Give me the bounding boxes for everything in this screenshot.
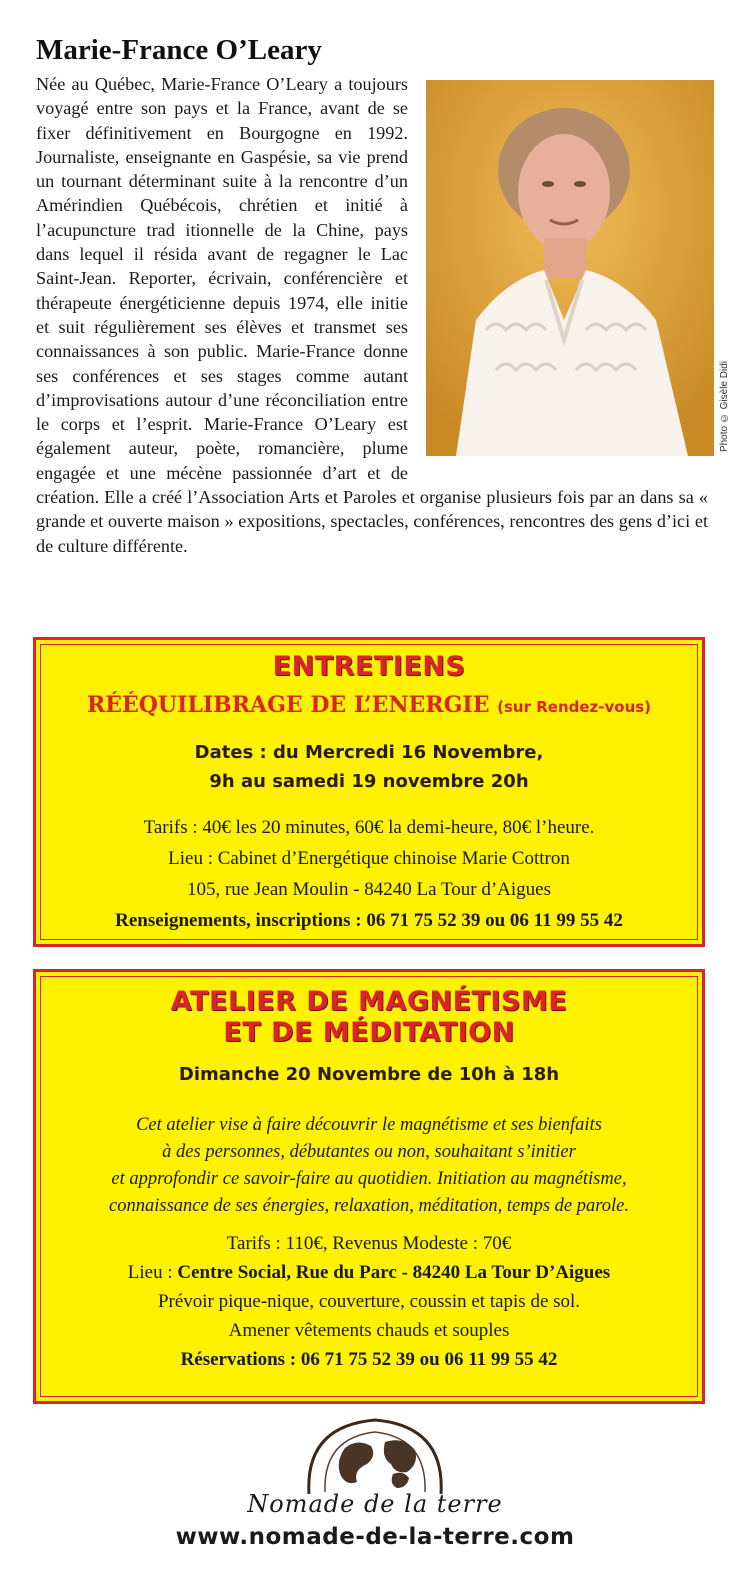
atelier-details	[36, 1230, 702, 1373]
atelier-date: Dimanche 20 Novembre de 10h à 18h	[178, 1064, 560, 1085]
atelier-desc-line1: Cet atelier vise à faire découvrir le magnétisme et ses bienfaits	[136, 1115, 602, 1135]
bio-name: Marie-France O’Leary	[36, 34, 322, 66]
entretiens-dates	[36, 738, 702, 796]
atelier-desc-line4: connaissance de ses énergies, relaxation, méditation, temps de parole.	[109, 1196, 629, 1216]
entretiens-renseignements: Renseignements, inscriptions : 06 71 75 52 39 ou 06 11 99 55 42	[115, 910, 623, 931]
entretiens-subtitle-note: (sur Rendez-vous)	[497, 698, 652, 716]
website-url[interactable]: www.nomade-de-la-terre.com	[175, 1524, 575, 1550]
atelier-reservations: Réservations : 06 71 75 52 39 ou 06 11 99 55 42	[180, 1349, 558, 1370]
atelier-description	[36, 1112, 702, 1220]
bio-section	[36, 30, 730, 558]
entretiens-details	[36, 814, 702, 934]
atelier-lieu-value: Centre Social, Rue du Parc - 84240 La Tour D’Aigues	[177, 1262, 611, 1283]
atelier-lieu	[36, 1259, 702, 1286]
atelier-title-line1: ATELIER DE MAGNÉTISME	[170, 986, 568, 1017]
entretiens-tarifs: Tarifs : 40€ les 20 minutes, 60€ la demi-heure, 80€ l’heure.	[143, 817, 595, 838]
atelier-tarifs: Tarifs : 110€, Revenus Modeste : 70€	[226, 1233, 512, 1254]
entretiens-dates-line1: Dates : du Mercredi 16 Novembre,	[194, 742, 544, 763]
entretiens-subtitle-main: RÉÉQUILIBRAGE DE L’ENERGIE	[86, 692, 490, 718]
atelier-box	[33, 969, 705, 1404]
entretiens-dates-line2: 9h au samedi 19 novembre 20h	[209, 771, 529, 792]
logo-text: Nomade de la terre	[247, 1490, 503, 1518]
atelier-title	[36, 986, 702, 1048]
entretiens-lieu-line1: Lieu : Cabinet d’Energétique chinoise Marie Cottron	[168, 848, 570, 869]
entretiens-box	[33, 637, 705, 947]
atelier-desc-line3: et approfondir ce savoir-faire au quotidien. Initiation au magnétisme,	[111, 1169, 627, 1189]
entretiens-lieu-line2: 105, rue Jean Moulin - 84240 La Tour d’Aigues	[186, 879, 551, 900]
footer	[0, 1412, 750, 1550]
logo-globe-icon	[275, 1412, 475, 1496]
bio-text: Née au Québec, Marie-France O’Leary a toujours voyagé entre son pays et la France, avant de se fixer définitivement en Bourgogne en 1992. Journaliste, enseignante en Gaspésie, sa vie prend un tournant déterminant suite à la rencontre d’un Amérindien Québécois, chrétien et initié à l’acupuncture trad itionnelle de la Chine, pays dans lequel il résida avant de regagner le Lac Saint-Jean. Reporter, écrivain, conférencière et thérapeute énergéticienne depuis 1974, elle initie et suit régulièrement ses élèves et transmet ses connaissances à son public. Marie-France donne ses conférences et ses stages comme autant d’improvisations autour d’une réconciliation entre le corps et l’esprit. Marie-France O’Leary est également auteur, poète, romancière, plume engagée et une mécène passionnée d’art et de création. Elle a créé l’Association Arts et Paroles et organise plusieurs fois par an dans sa « grande et ouverte maison » expositions, spectacles, conférences, rencontres des gens d’ici et de culture différente.	[36, 74, 708, 556]
atelier-amener: Amener vêtements chauds et souples	[228, 1320, 510, 1341]
entretiens-title: ENTRETIENS	[272, 651, 466, 682]
portrait-image	[426, 80, 714, 456]
atelier-lieu-label: Lieu :	[127, 1262, 173, 1283]
atelier-title-line2: ET DE MÉDITATION	[223, 1017, 515, 1048]
photo-credit: Photo © Gisèle Didi	[719, 360, 730, 452]
portrait-photo	[426, 80, 730, 456]
entretiens-subtitle	[36, 690, 702, 722]
atelier-desc-line2: à des personnes, débutantes ou non, souhaitant s’initier	[162, 1142, 576, 1162]
atelier-prevoir: Prévoir pique-nique, couverture, coussin et tapis de sol.	[157, 1291, 581, 1312]
